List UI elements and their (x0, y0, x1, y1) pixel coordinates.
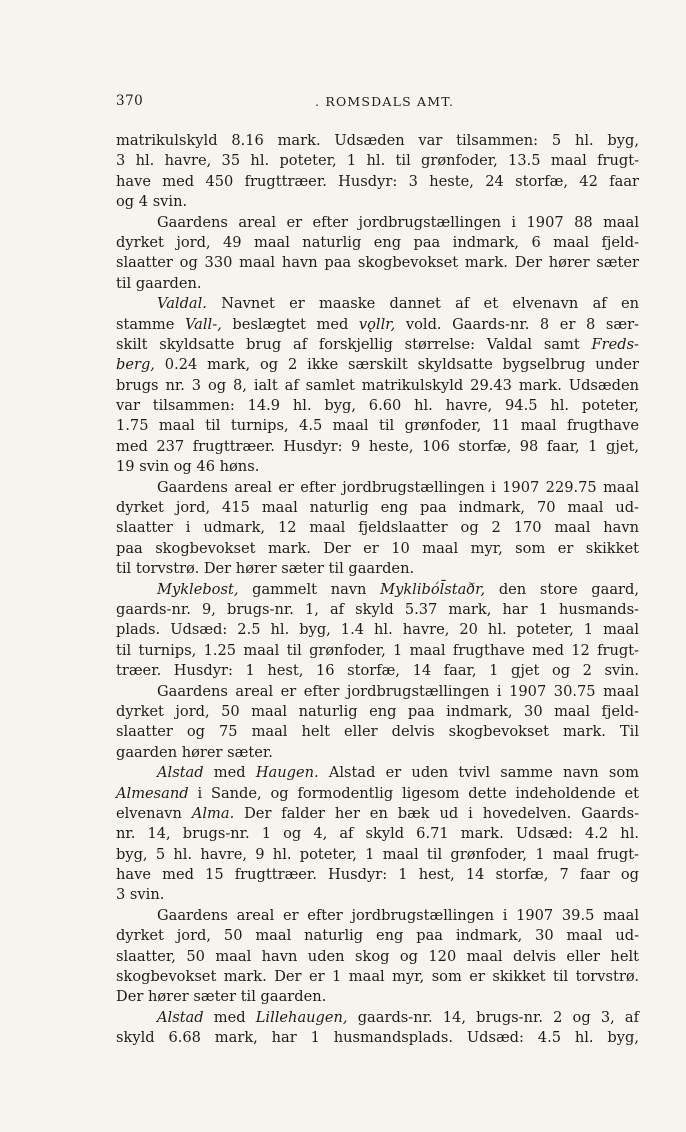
text-run: gaarden hører sæter. (116, 743, 273, 761)
text-run: og 4 svin. (116, 193, 188, 211)
italic-term: Lillehaugen, (255, 1008, 348, 1026)
body-text (116, 131, 639, 1049)
text-line (116, 498, 639, 518)
text-run: skogbevokset mark. Der er 1 maal myr, som er skikket til torvstrø. (116, 968, 639, 986)
italic-term: Alstad (157, 1008, 204, 1026)
text-line (116, 457, 639, 477)
text-run: slaatter i udmark, 12 maal fjeldslaatter og 2 170 maal havn (116, 519, 639, 537)
text-run: stamme (116, 315, 185, 333)
text-line (116, 743, 639, 763)
text-line (116, 947, 639, 967)
text-run: til torvstrø. Der hører sæter til gaarden. (116, 560, 415, 578)
italic-term: berg, (116, 356, 155, 374)
text-run: 1.75 maal til turnips, 4.5 maal til grønfoder, 11 maal frugthave (116, 417, 639, 435)
page-number: 370 (116, 93, 144, 109)
text-run: med (203, 764, 256, 782)
text-line (116, 885, 639, 905)
text-line (116, 906, 639, 926)
text-run: Der falder her en bæk ud i hovedelven. Gaards- (234, 804, 640, 822)
text-line (116, 845, 639, 865)
text-line (116, 294, 639, 314)
text-line (116, 580, 639, 600)
text-run: skyld 6.68 mark, har 1 husmandsplads. Udsæd: 4.5 hl. byg, (116, 1029, 639, 1047)
text-run: slaatter og 330 maal havn paa skogbevokset mark. Der hører sæter (116, 254, 639, 272)
text-line (116, 213, 639, 233)
text-line (116, 274, 639, 294)
text-run: 19 svin og 46 høns. (116, 458, 260, 476)
text-line (116, 396, 639, 416)
text-run: Gaardens areal er efter jordbrugstællingen i 1907 30.75 maal (157, 682, 639, 700)
text-run: Gaardens areal er efter jordbrugstællingen i 1907 39.5 maal (157, 906, 639, 924)
text-run: til turnips, 1.25 maal til grønfoder, 1 maal frugthave med 12 frugt- (116, 641, 639, 659)
text-run: vold. Gaards-nr. 8 er 8 sær- (395, 315, 639, 333)
text-line (116, 559, 639, 579)
text-run: 3 hl. havre, 35 hl. poteter, 1 hl. til grønfoder, 13.5 maal frugt- (116, 152, 639, 170)
text-run: Gaardens areal er efter jordbrugstællingen i 1907 229.75 maal (157, 478, 639, 496)
text-line (116, 763, 639, 783)
text-run: gaards-nr. 14, brugs-nr. 2 og 3, af (347, 1008, 639, 1026)
text-line (116, 376, 639, 396)
page-header (116, 93, 639, 113)
text-line (116, 1028, 639, 1048)
text-run: nr. 14, brugs-nr. 1 og 4, af skyld 6.71 mark. Udsæd: 4.2 hl. (116, 825, 639, 843)
text-run: 0.24 mark, og 2 ikke særskilt skyldsatte bygselbrug under (154, 356, 639, 374)
text-run: dyrket jord, 50 maal naturlig eng paa indmark, 30 maal ud- (116, 927, 639, 945)
text-line (116, 335, 639, 355)
text-line (116, 620, 639, 640)
italic-term: Vall-, (184, 315, 222, 333)
text-line (116, 437, 639, 457)
text-line (116, 131, 639, 151)
text-line (116, 192, 639, 212)
italic-term: Almesand (116, 784, 189, 802)
text-run: til gaarden. (116, 274, 202, 292)
text-line (116, 987, 639, 1007)
text-line (116, 661, 639, 681)
text-run: brugs nr. 3 og 8, ialt af samlet matrikulskyld 29.43 mark. Udsæden (116, 376, 639, 394)
text-run: slaatter, 50 maal havn uden skog og 120 maal delvis eller helt (116, 947, 639, 965)
text-line (116, 641, 639, 661)
text-run: plads. Udsæd: 2.5 hl. byg, 1.4 hl. havre, 20 hl. poteter, 1 maal (116, 621, 639, 639)
text-run: træer. Husdyr: 1 hest, 16 storfæ, 14 faar, 1 gjet og 2 svin. (116, 662, 639, 680)
text-run: elvenavn (116, 804, 192, 822)
text-run: med 237 frugttræer. Husdyr: 9 heste, 106 storfæ, 98 faar, 1 gjet, (116, 437, 639, 455)
italic-term: vǫllr, (358, 315, 396, 333)
text-run: med (203, 1008, 256, 1026)
text-run: gammelt navn (238, 580, 381, 598)
text-line (116, 600, 639, 620)
text-run: gaards-nr. 9, brugs-nr. 1, af skyld 5.37 mark, har 1 husmands- (116, 600, 639, 618)
text-run: skilt skyldsatte brug af forskjellig størrelse: Valdal samt (116, 335, 592, 353)
italic-term: Mykliból̄staðr, (380, 580, 486, 598)
text-run: dyrket jord, 50 maal naturlig eng paa indmark, 30 maal fjeld- (116, 702, 639, 720)
text-run: paa skogbevokset mark. Der er 10 maal myr, som er skikket (116, 539, 639, 557)
italic-term: Alstad (157, 764, 204, 782)
text-line (116, 1008, 639, 1028)
italic-term: Haugen. (255, 764, 319, 782)
text-line (116, 682, 639, 702)
text-line (116, 478, 639, 498)
text-run: Der hører sæter til gaarden. (116, 988, 327, 1006)
text-run: var tilsammen: 14.9 hl. byg, 6.60 hl. havre, 94.5 hl. poteter, (116, 397, 639, 415)
text-line (116, 416, 639, 436)
text-line (116, 804, 639, 824)
italic-term: Alma. (191, 804, 235, 822)
text-line (116, 824, 639, 844)
italic-term: Valdal. (157, 295, 207, 313)
text-run: Navnet er maaske dannet af et elvenavn af en (206, 295, 639, 313)
text-run: i Sande, og formodentlig ligesom dette indeholdende et (188, 784, 639, 802)
italic-term: Freds- (591, 335, 639, 353)
text-line (116, 784, 639, 804)
text-line (116, 865, 639, 885)
text-line (116, 967, 639, 987)
text-run: have med 450 frugttræer. Husdyr: 3 heste, 24 storfæ, 42 faar (116, 172, 639, 190)
text-run: Alstad er uden tvivl samme navn som (318, 764, 639, 782)
text-run: matrikulskyld 8.16 mark. Udsæden var tilsammen: 5 hl. byg, (116, 132, 639, 149)
text-line (116, 539, 639, 559)
text-line (116, 722, 639, 742)
text-line (116, 702, 639, 722)
running-title: . ROMSDALS AMT. (315, 94, 455, 109)
text-run: dyrket jord, 415 maal naturlig eng paa indmark, 70 maal ud- (116, 499, 639, 517)
text-run: den store gaard, (485, 580, 639, 598)
text-run: dyrket jord, 49 maal naturlig eng paa indmark, 6 maal fjeld- (116, 233, 639, 251)
text-run: Gaardens areal er efter jordbrugstællingen i 1907 88 maal (157, 213, 639, 231)
italic-term: Myklebost, (157, 580, 239, 598)
text-line (116, 233, 639, 253)
text-line (116, 315, 639, 335)
text-line (116, 355, 639, 375)
text-line (116, 172, 639, 192)
text-run: 3 svin. (116, 886, 165, 904)
text-run: slaatter og 75 maal helt eller delvis skogbevokset mark. Til (116, 723, 639, 741)
text-line (116, 253, 639, 273)
text-line (116, 926, 639, 946)
text-line (116, 151, 639, 171)
text-line (116, 518, 639, 538)
text-run: byg, 5 hl. havre, 9 hl. poteter, 1 maal til grønfoder, 1 maal frugt- (116, 845, 639, 863)
text-run: beslægtet med (221, 315, 359, 333)
text-run: have med 15 frugttræer. Husdyr: 1 hest, 14 storfæ, 7 faar og (116, 866, 639, 884)
